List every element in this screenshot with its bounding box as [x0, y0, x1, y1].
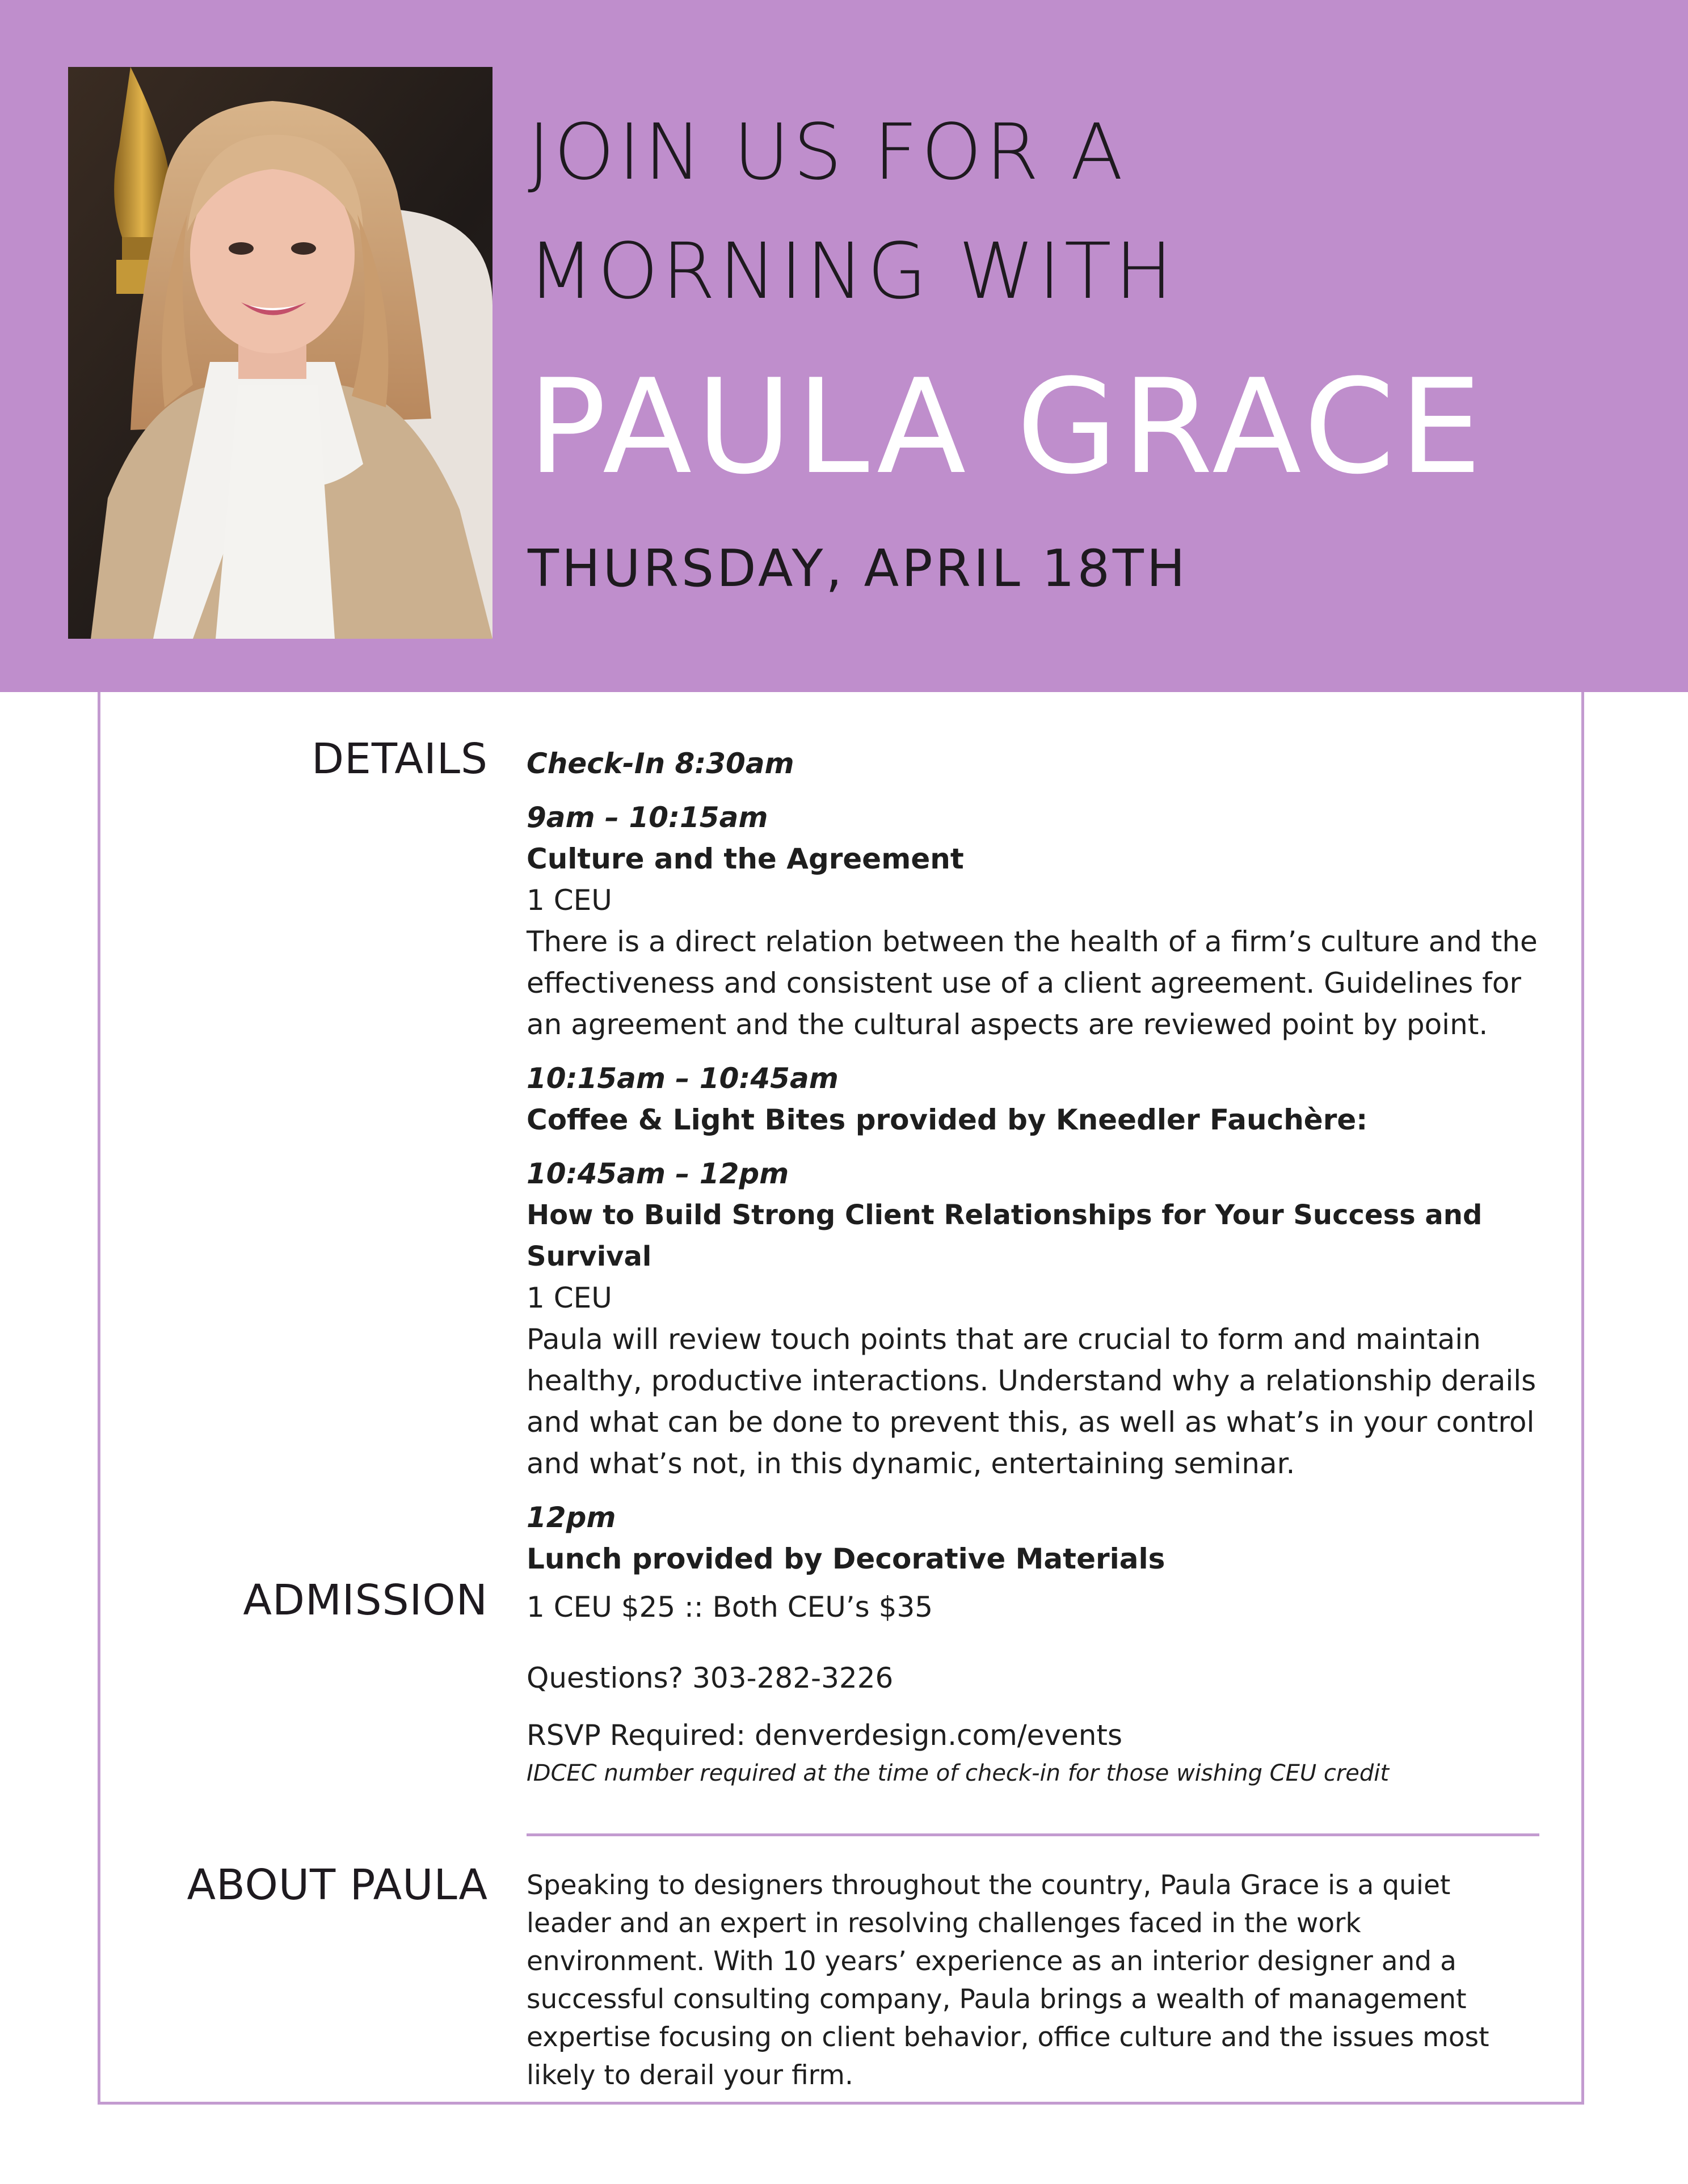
about-text: Speaking to designers throughout the country, Paula Grace is a quiet leader and an expert in resolving challenges faced in the work environment. With 10 years’ experience as an interior designer and a successful consulting company, Paula brings a wealth of management expertise focusing on client behavior, office culture and the issues most likely to derail your firm. — [527, 1870, 1489, 2091]
checkin-time: Check-In 8:30am — [527, 747, 794, 780]
rsvp-link[interactable]: RSVP Required: denverdesign.com/events — [527, 1719, 1123, 1752]
session-description: There is a direct relation between the health of a firm’s culture and the effectiveness and consistent use of a client agreement. Guidelines for an agreement and the cultural aspects are reviewed point by point. — [527, 925, 1538, 1041]
session-title: Lunch provided by Decorative Materials — [527, 1542, 1165, 1575]
speaker-name: PAULA GRACE — [528, 352, 1487, 503]
admission-price: 1 CEU $25 :: Both CEU’s $35 — [527, 1591, 933, 1624]
admission-label: ADMISSION — [243, 1576, 488, 1625]
session-description: Paula will review touch points that are crucial to form and maintain healthy, productive interactions. Understand why a relationship derails and what can be done to prevent this, as well as what’s in your control and what’s not, in this dynamic, entertaining seminar. — [527, 1323, 1537, 1480]
session-title: Culture and the Agreement — [527, 842, 964, 875]
session-title: Coffee & Light Bites provided by Kneedler Fauchère: — [527, 1103, 1368, 1136]
session-time: 10:45am – 12pm — [527, 1157, 789, 1190]
portrait-illustration — [68, 67, 492, 639]
session-time: 10:15am – 10:45am — [527, 1062, 839, 1095]
session-ceu: 1 CEU — [527, 1281, 612, 1314]
session-title: How to Build Strong Client Relationships for Your Success and Survival — [527, 1199, 1483, 1272]
session-time: 9am – 10:15am — [527, 801, 768, 834]
section-divider — [527, 1833, 1539, 1836]
idcec-note: IDCEC number required at the time of check-in for those wishing CEU credit — [527, 1760, 1390, 1786]
event-date: THURSDAY, APRIL 18TH — [528, 539, 1188, 598]
title-line-2: MORNING WITH — [528, 227, 1176, 317]
about-label: ABOUT PAULA — [187, 1861, 488, 1909]
details-content — [527, 743, 1542, 1580]
portrait-photo — [68, 67, 492, 639]
header-banner — [0, 0, 1688, 692]
title-line-1: JOIN US FOR A — [528, 108, 1127, 197]
admission-content — [527, 1587, 1542, 1790]
session-time: 12pm — [527, 1501, 616, 1534]
details-label: DETAILS — [311, 735, 488, 783]
questions-phone: Questions? 303-282-3226 — [527, 1662, 894, 1694]
session-ceu: 1 CEU — [527, 884, 612, 917]
